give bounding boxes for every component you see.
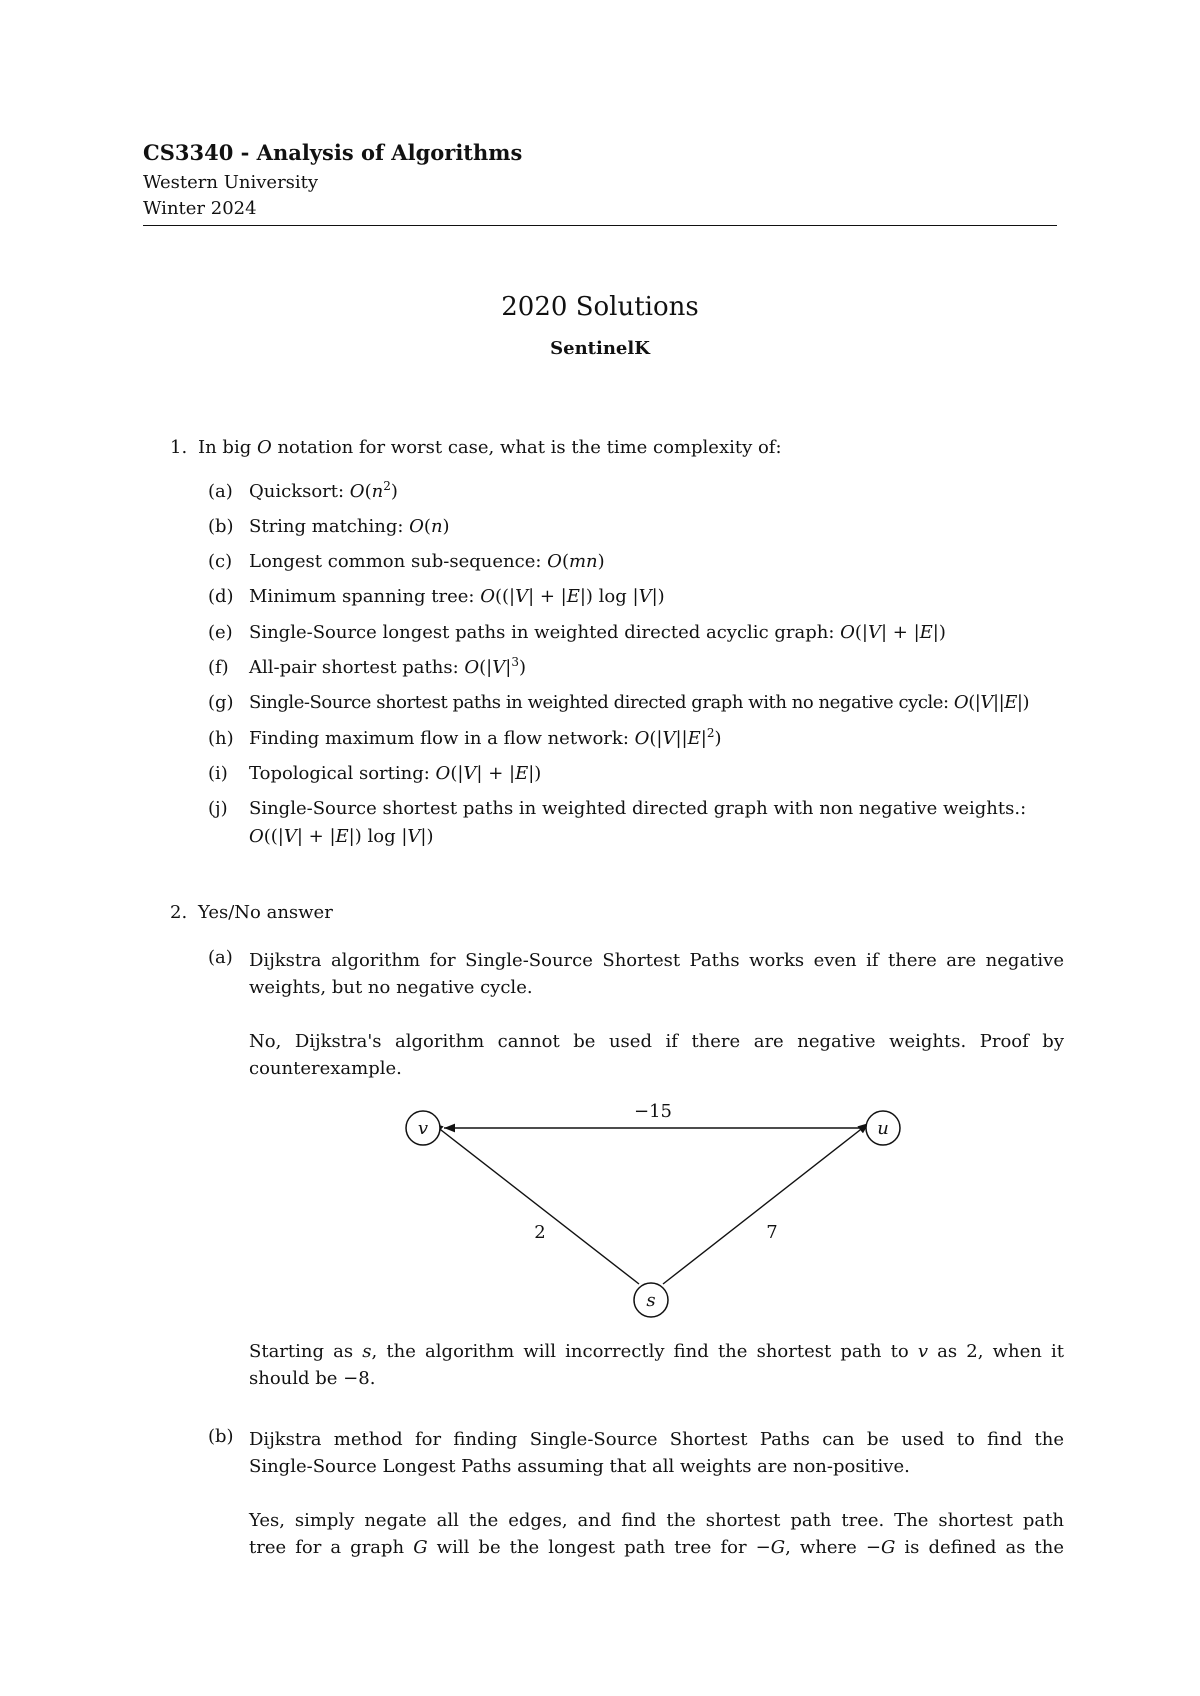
counterexample-graph [400,1100,920,1330]
q1-item-d-label: (d) [208,586,234,607]
q2-a-statement: Dijkstra algorithm for Single-Source Shortest Paths works even if there are negative weights, but no negative cycle. [249,950,1064,998]
q1-item-c-label: (c) [208,551,233,572]
edge-u-to-v-weight: −15 [634,1101,672,1122]
q1-item-i-label: (i) [208,763,228,784]
q1-item-j-label: (j) [208,798,228,819]
course-title: CS3340 - Analysis of Algorithms [143,140,523,165]
question-1-text: In big O notation for worst case, what is the time complexity of: [198,437,782,458]
edge-s-to-u [663,1123,869,1284]
edge-s-to-v [432,1123,639,1284]
q1-item-f-label: (f) [208,657,229,678]
node-s-label: s [646,1290,656,1311]
q2-b-answer: Yes, simply negate all the edges, and find the shortest path tree. The shortest path tree for a graph G will be the longest path tree for −G, where −G is defined as the [249,1510,1064,1558]
q1-item-f: All-pair shortest paths: $O(|V|^3)$ [249,655,526,678]
university-name: Western University [143,172,319,193]
q1-item-j-answer: O((|V| + |E|) log |V|) [249,826,434,847]
q2-a-explanation: Starting as s, the algorithm will incorrectly find the shortest path to v as 2, when it should be −8. [249,1341,1064,1389]
q1-item-h-label: (h) [208,728,234,749]
q2-b-statement: Dijkstra method for finding Single-Source Shortest Paths can be used to find the Single-Source Longest Paths assuming that all weights are non-positive. [249,1429,1064,1477]
term: Winter 2024 [143,198,257,219]
edge-s-to-v-weight: 2 [534,1222,546,1243]
q1-item-b-label: (b) [208,516,234,537]
header-rule [143,225,1057,226]
document-title: 2020 Solutions [501,292,699,322]
question-2-text: Yes/No answer [198,902,333,923]
q1-item-a: Quicksort: $O(n^2)$ [249,479,398,502]
q2-item-b-label: (b) [208,1426,234,1447]
document-author: SentinelK [550,338,650,359]
node-u-label: u [877,1118,889,1139]
q1-item-b: String matching: O(n) [249,516,450,537]
edge-s-to-u-weight: 7 [766,1222,778,1243]
q1-item-g: Single-Source shortest paths in weighted directed graph with no negative cycle: O(|V||E|) [249,692,1030,713]
q1-item-i: Topological sorting: O(|V| + |E|) [249,763,542,784]
q1-item-e-label: (e) [208,622,233,643]
q1-item-c: Longest common sub-sequence: O(mn) [249,551,605,572]
question-1-number: 1. [170,437,188,458]
q1-item-g-label: (g) [208,692,234,713]
q1-item-d: Minimum spanning tree: O((|V| + |E|) log |V|) [249,586,665,607]
node-v-label: v [417,1118,429,1139]
q1-item-h: Finding maximum flow in a flow network: $O(|V||E|^2)$ [249,726,722,749]
q2-a-answer: No, Dijkstra's algorithm cannot be used if there are negative weights. Proof by counterexample. [249,1031,1064,1079]
question-2-number: 2. [170,902,188,923]
q1-item-a-label: (a) [208,481,233,502]
q1-item-e: Single-Source longest paths in weighted directed acyclic graph: O(|V| + |E|) [249,622,946,643]
q1-item-j: Single-Source shortest paths in weighted directed graph with non negative weights.: [249,798,1027,819]
q2-item-a-label: (a) [208,947,233,968]
